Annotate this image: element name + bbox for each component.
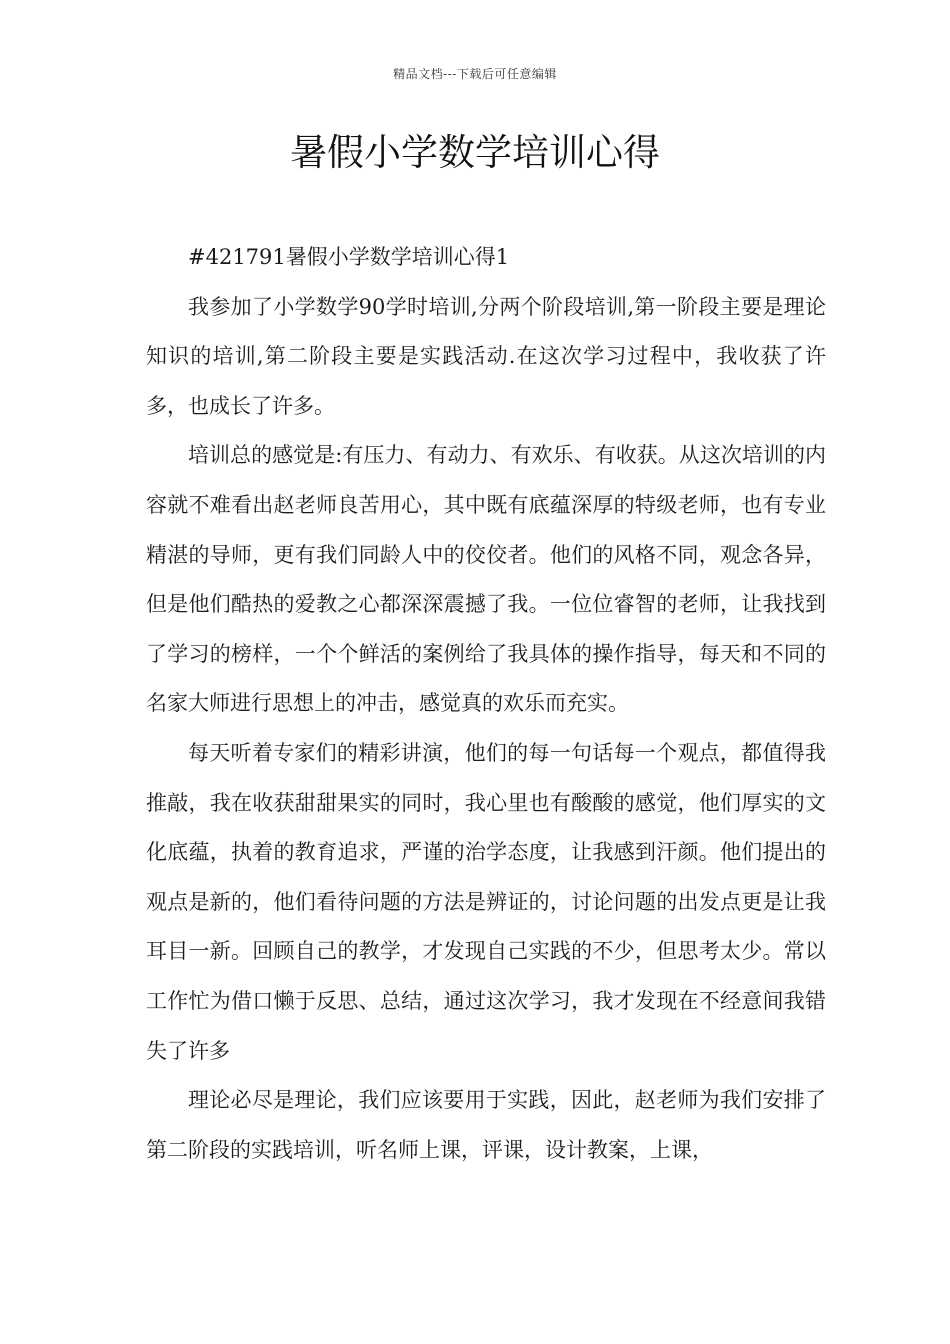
body-paragraph-4: 理论必尽是理论，我们应该要用于实践，因此，赵老师为我们安排了第二阶段的实践培训，听名师上课，评课，设计教案，上课， — [146, 1088, 826, 1162]
body-paragraph-3: 每天听着专家们的精彩讲演，他们的每一句话每一个观点，都值得我推敲，我在收获甜甜果实的同时，我心里也有酸酸的感觉，他们厚实的文化底蕴，执着的教育追求，严谨的治学态度，让我感到汗颜。他们提出的观点是新的，他们看待问题的方法是辨证的，讨论问题的出发点更是让我耳目一新。回顾自己的教学，才发现自己实践的不少，但思考太少。常以工作忙为借口懒于反思、总结，通过这次学习，我才发现在不经意间我错失了许多 — [146, 740, 826, 1063]
body-paragraph-2: 培训总的感觉是:有压力、有动力、有欢乐、有收获。从这次培训的内容就不难看出赵老师良苦用心，其中既有底蕴深厚的特级老师，也有专业精湛的导师，更有我们同龄人中的佼佼者。他们的风格不同，观念各异，但是他们酷热的爱教之心都深深震撼了我。一位位睿智的老师，让我找到了学习的榜样，一个个鲜活的案例给了我具体的操作指导，每天和不同的名家大师进行思想上的冲击，感觉真的欢乐而充实。 — [146, 443, 826, 716]
body-paragraph-1: 我参加了小学数学90学时培训,分两个阶段培训,第一阶段主要是理论知识的培训,第二阶段主要是实践活动.在这次学习过程中，我收获了许多，也成长了许多。 — [146, 294, 826, 418]
page-header-note: 精品文档---下载后可任意编辑 — [393, 67, 557, 81]
document-title: 暑假小学数学培训心得 — [290, 131, 660, 174]
document-body — [146, 233, 826, 1175]
document-reference-line: #421791暑假小学数学培训心得1 — [188, 245, 510, 269]
